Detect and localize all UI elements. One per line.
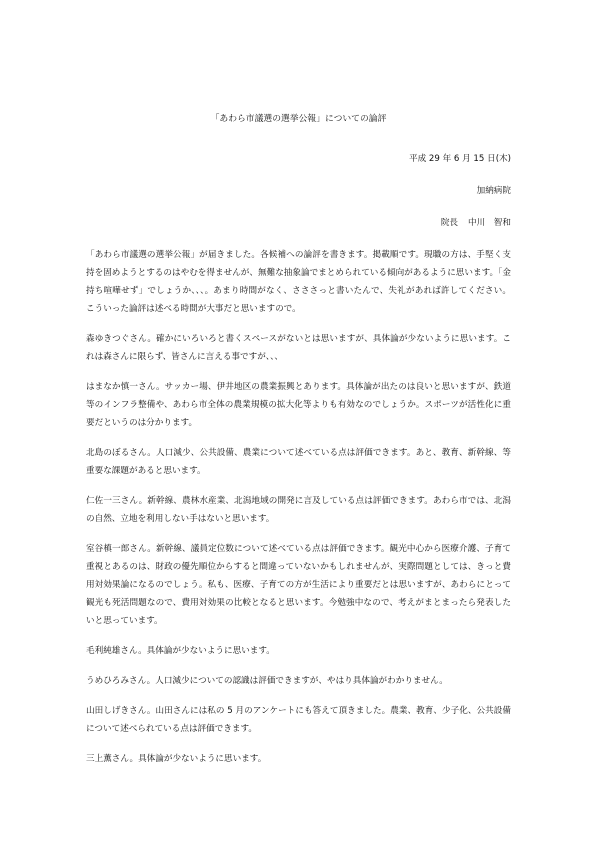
review-paragraph: うめひろみさん。人口減少についての認識は評価できますが、やはり具体論がわかりません。	[86, 676, 448, 686]
review-paragraph: はまなか慎一さん。サッカー場、伊井地区の農業振興とあります。具体論が出たのは良いと思いますが、鉄道等のインフラ整備や、あわら市全体の農業規模の拡大化等よりも有効なのでしょうか。スポーツが活性化に重要だというのは分かります。	[86, 382, 511, 428]
organization-name: 加納病院	[476, 186, 511, 196]
review-paragraph: 毛利純雄さん。具体論が少ないように思います。	[86, 646, 275, 656]
document-date: 平成 29 年 6 月 15 日(木)	[409, 154, 511, 164]
review-paragraph: 三上薫さん。具体論が少ないように思います。	[86, 754, 267, 764]
intro-paragraph: 「あわら市議選の選挙公報」が届きました。各候補への論評を書きます。掲載順です。現職の方は、手堅く支持を固めようとするのはやむを得ませんが、無難な抽象論でまとめられている傾向があるように思います。「金持ち喧嘩せず」でしょうか、、、。あまり時間がなく、さささっと書いたんで、失礼があれば許してください。こういった論評は述べる時間が大事だと思いますので。	[86, 250, 511, 314]
review-paragraph: 室谷槙一郎さん。新幹線、議員定位数について述べている点は評価できます。観光中心から医療介護、子育て重視とあるのは、財政の優先順位からすると間違っていないかもしれませんが、実際問題としては、きっと費用対効果論になるのでしょう。私も、医療、子育ての方が生活により重要だとは思いますが、あわらにとって観光も死活問題なので、費用対効果の比較となると思います。今勉強中なので、考えがまとまったら発表したいと思っています。	[86, 544, 511, 626]
review-paragraph: 仁佐一三さん。新幹線、農林水産業、北潟地域の開発に言及している点は評価できます。あわら市では、北潟の自然、立地を利用しない手はないと思います。	[86, 496, 511, 524]
author-line	[86, 214, 511, 232]
review-paragraph: 北島のぼるさん。人口減少、公共設備、農業について述べている点は評価できます。あと、教育、新幹線、等重要な課題があると思います。	[86, 448, 511, 476]
document-title: 「あわら市議選の選挙公報」についての論評	[210, 114, 387, 124]
review-paragraph: 山田しげきさん。山田さんには私の 5 月のアンケートにも答えて頂きました。農業、教育、少子化、公共設備について述べられている点は評価できます。	[86, 706, 511, 734]
review-paragraph: 森ゆきつぐさん。確かにいろいろと書くスペースがないとは思いますが、具体論が少ないように思います。これは森さんに限らず、皆さんに言える事ですが、、、	[86, 334, 511, 362]
author-name: 中川 智和	[468, 218, 511, 228]
author-role: 院長	[440, 218, 459, 228]
